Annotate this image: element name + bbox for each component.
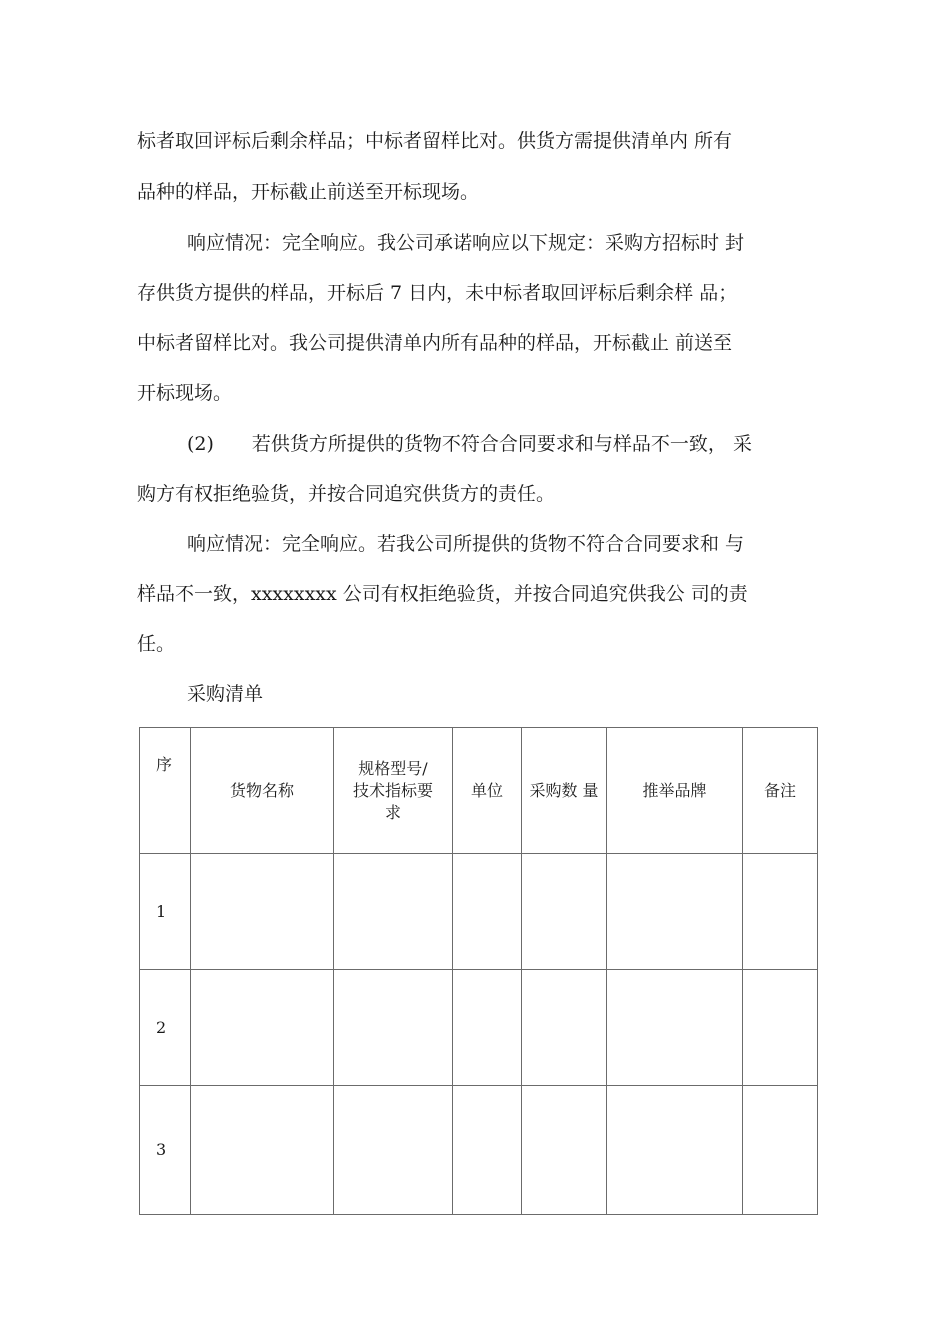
table-header-row: [140, 728, 818, 854]
table-cell: [607, 1086, 743, 1215]
header-cell-quantity: 采购数 量: [522, 728, 607, 854]
header-cell-brand: 推举品牌: [607, 728, 743, 854]
table-cell: [453, 1086, 522, 1215]
header-cell-unit: 单位: [453, 728, 522, 854]
table-cell: [607, 854, 743, 970]
table-title: 采购清单: [187, 683, 264, 705]
table-cell: [334, 1086, 453, 1215]
table-cell: [607, 970, 743, 1086]
table-cell: [743, 1086, 818, 1215]
table-row: [140, 1086, 818, 1215]
paragraph-line: 开标现场。: [137, 382, 233, 404]
row-index-cell: 3: [140, 1086, 191, 1215]
header-cell-remarks: 备注: [743, 728, 818, 854]
header-cell-goods-name: 货物名称: [191, 728, 334, 854]
paragraph-line: 存供货方提供的样品，开标后 7 日内，未中标者取回评标后剩余样 品；: [137, 282, 738, 304]
paragraph-line: (2) 若供货方所提供的货物不符合合同要求和与样品不一致， 采: [187, 433, 752, 455]
table-cell: [191, 854, 334, 970]
table-row: [140, 970, 818, 1086]
table-cell: [743, 854, 818, 970]
table-cell: [522, 970, 607, 1086]
table-cell: [522, 854, 607, 970]
header-cell-index: 序: [140, 728, 191, 854]
paragraph-line: 响应情况：完全响应。我公司承诺响应以下规定：采购方招标时 封: [187, 232, 745, 254]
paragraph-line: 响应情况：完全响应。若我公司所提供的货物不符合合同要求和 与: [187, 533, 745, 555]
table-cell: [334, 854, 453, 970]
procurement-table: [139, 727, 818, 1215]
paragraph-line: 样品不一致，xxxxxxxx 公司有权拒绝验货，并按合同追究供我公 司的责: [137, 583, 748, 605]
row-index-cell: 1: [140, 854, 191, 970]
table-cell: [453, 854, 522, 970]
header-cell-spec: 规格型号/ 技术指标要 求: [334, 728, 453, 854]
table-cell: [191, 970, 334, 1086]
table-cell: [743, 970, 818, 1086]
table-cell: [334, 970, 453, 1086]
paragraph-line: 任。: [137, 633, 176, 655]
table-cell: [191, 1086, 334, 1215]
paragraph-line: 购方有权拒绝验货，并按合同追究供货方的责任。: [137, 483, 556, 505]
table-cell: [522, 1086, 607, 1215]
table-row: [140, 854, 818, 970]
row-index-cell: 2: [140, 970, 191, 1086]
paragraph-line: 中标者留样比对。我公司提供清单内所有品种的样品，开标截止 前送至: [137, 332, 733, 354]
paragraph-line: 品种的样品，开标截止前送至开标现场。: [137, 181, 480, 203]
table-cell: [453, 970, 522, 1086]
paragraph-line: 标者取回评标后剩余样品；中标者留样比对。供货方需提供清单内 所有: [137, 130, 733, 152]
